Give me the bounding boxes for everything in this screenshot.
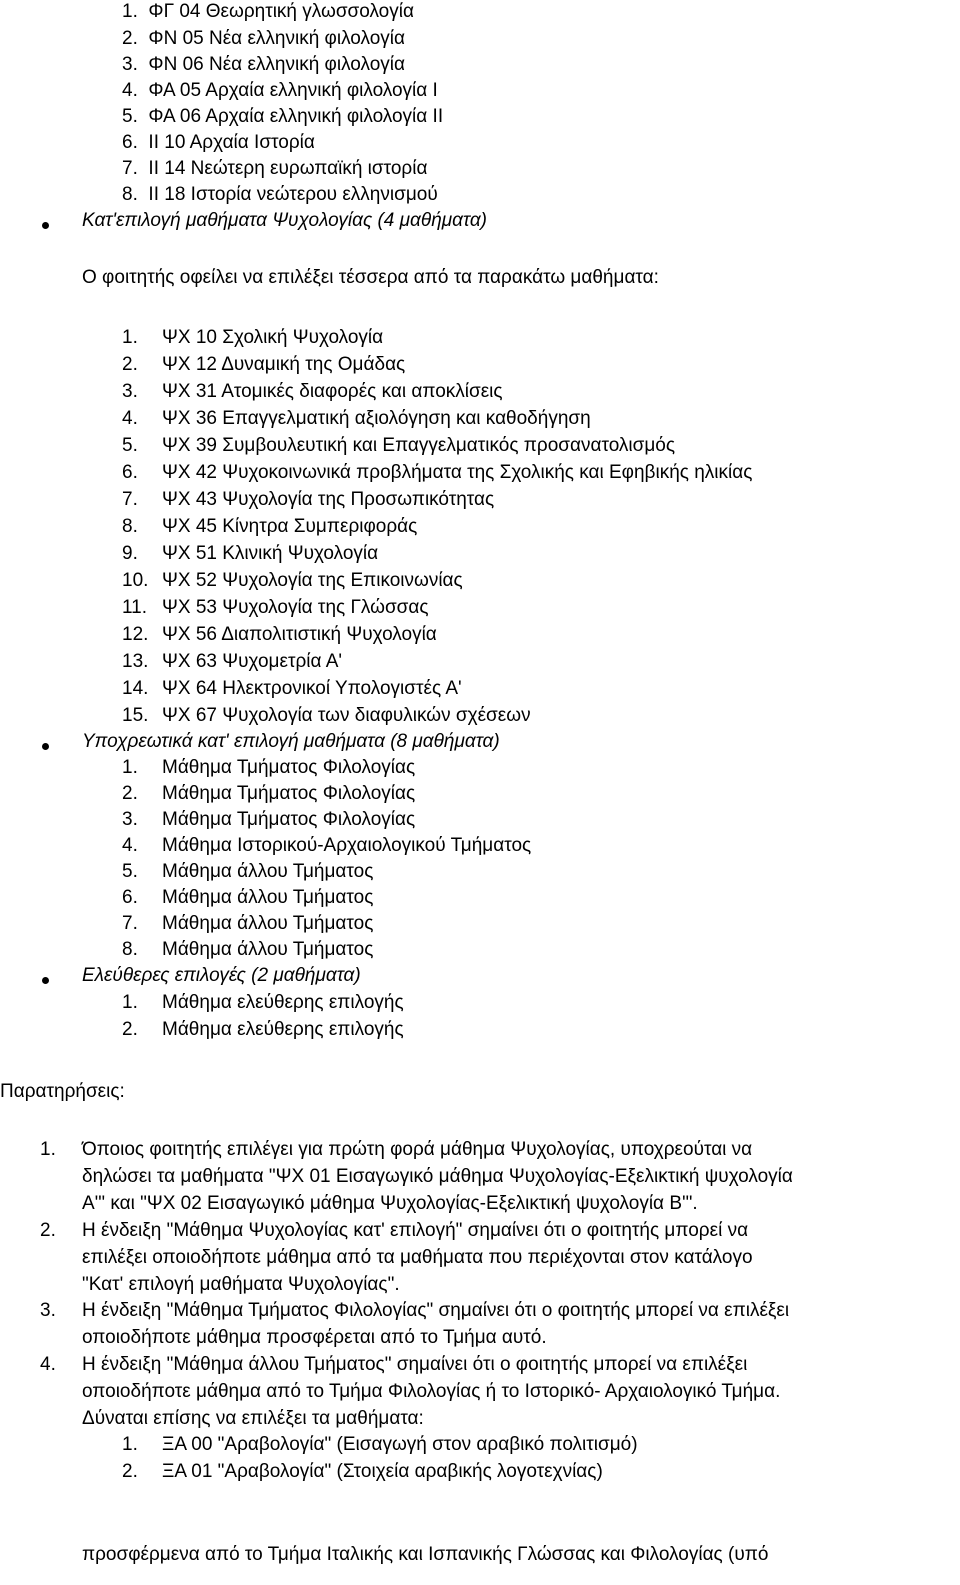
trailing-text: προσφέρμενα από το Τμήμα Ιταλικής και Ισπανικής Γλώσσας και Φιλολογίας (υπό <box>82 1544 769 1565</box>
item-number: 4. <box>122 80 138 101</box>
list-item <box>122 1432 638 1458</box>
list-item <box>122 676 462 702</box>
item-text: ΨΧ 51 Κλινική Ψυχολογία <box>162 543 379 564</box>
item-number: 13. <box>122 651 149 672</box>
item-number: 5. <box>122 861 138 882</box>
item-number: 9. <box>122 543 138 564</box>
item-text: ΨΧ 53 Ψυχολογία της Γλώσσας <box>162 597 429 618</box>
item-number: 6. <box>122 887 138 908</box>
item-text: ΨΧ 52 Ψυχολογία της Επικοινωνίας <box>162 570 463 591</box>
item-text: ΞΑ 00 "Αραβολογία" (Εισαγωγή στον αραβικό πολιτισμό) <box>162 1434 638 1455</box>
item-text: Μάθημα ελεύθερης επιλογής <box>162 992 404 1013</box>
item-text: ΦΑ 05 Αρχαία ελληνική φιλολογία Ι <box>148 80 438 101</box>
item-text: Μάθημα Τμήματος Φιλολογίας <box>162 809 416 830</box>
list-item <box>122 781 415 807</box>
list-item <box>122 130 315 156</box>
list-item <box>122 568 463 594</box>
list-item <box>122 541 378 567</box>
note-number: 3. <box>40 1300 56 1321</box>
list-item <box>122 325 383 351</box>
note-number: 1. <box>40 1139 56 1160</box>
note-line: Η ένδειξη "Μάθημα Ψυχολογίας κατ' επιλογή" σημαίνει ότι ο φοιτητής μπορεί να <box>82 1220 749 1241</box>
item-number: 8. <box>122 516 138 537</box>
item-text: Μάθημα Τμήματος Φιλολογίας <box>162 783 416 804</box>
item-number: 4. <box>122 835 138 856</box>
item-text: ΞΑ 01 "Αραβολογία" (Στοιχεία αραβικής λογοτεχνίας) <box>162 1461 603 1482</box>
item-number: 2. <box>122 1461 138 1482</box>
item-text: Μάθημα άλλου Τμήματος <box>162 939 374 960</box>
item-text: Μάθημα Ιστορικού-Αρχαιολογικού Τμήματος <box>162 835 532 856</box>
note-line: Α'" και "ΨΧ 02 Εισαγωγικό μάθημα Ψυχολογίας-Εξελικτική ψυχολογία Β'". <box>82 1193 698 1214</box>
list-item <box>122 911 373 937</box>
note-line: επιλέξει οποιοδήποτε μάθημα από τα μαθήματα που περιέχονται στον κατάλογο <box>82 1247 753 1268</box>
list-item <box>122 755 415 781</box>
item-number: 2. <box>122 1019 138 1040</box>
list-item <box>122 78 438 104</box>
notes-heading: Παρατηρήσεις: <box>0 1081 125 1102</box>
item-number: 5. <box>122 106 138 127</box>
list-item <box>122 0 414 25</box>
item-text: ΙΙ 18 Ιστορία νεώτερου ελληνισμού <box>148 184 438 205</box>
section-heading-psych: Κατ'επιλογή μαθήματα Ψυχολογίας (4 μαθήματα) <box>82 210 487 231</box>
item-number: 3. <box>122 54 138 75</box>
bullet-icon <box>42 743 49 750</box>
item-number: 1. <box>122 757 138 778</box>
item-number: 2. <box>122 28 138 49</box>
section-intro: Ο φοιτητής οφείλει να επιλέξει τέσσερα από τα παρακάτω μαθήματα: <box>82 267 659 288</box>
item-number: 10. <box>122 570 149 591</box>
list-item <box>122 379 503 405</box>
list-item <box>122 1459 603 1485</box>
bullet-icon <box>42 977 49 984</box>
item-number: 7. <box>122 489 138 510</box>
note-line: Η ένδειξη "Μάθημα άλλου Τμήματος" σημαίνει ότι ο φοιτητής μπορεί να επιλέξει <box>82 1354 748 1375</box>
section-heading-free: Ελεύθερες επιλογές (2 μαθήματα) <box>82 965 361 986</box>
list-item <box>122 182 438 208</box>
item-number: 1. <box>122 992 138 1013</box>
item-number: 6. <box>122 462 138 483</box>
item-number: 6. <box>122 132 138 153</box>
item-text: ΨΧ 10 Σχολική Ψυχολογία <box>162 327 384 348</box>
item-text: ΨΧ 42 Ψυχοκοινωνικά προβλήματα της Σχολικής και Εφηβικής ηλικίας <box>162 462 753 483</box>
note-line: "Κατ' επιλογή μαθήματα Ψυχολογίας". <box>82 1274 400 1295</box>
list-item <box>122 460 752 486</box>
note-line: Η ένδειξη "Μάθημα Τμήματος Φιλολογίας" σημαίνει ότι ο φοιτητής μπορεί να επιλέξει <box>82 1300 790 1321</box>
list-item <box>122 433 675 459</box>
list-item <box>122 859 373 885</box>
item-text: ΨΧ 36 Επαγγελματική αξιολόγηση και καθοδήγηση <box>162 408 591 429</box>
item-number: 7. <box>122 913 138 934</box>
item-text: ΦΑ 06 Αρχαία ελληνική φιλολογία ΙΙ <box>148 106 444 127</box>
item-number: 3. <box>122 809 138 830</box>
item-text: ΨΧ 43 Ψυχολογία της Προσωπικότητας <box>162 489 495 510</box>
list-item <box>122 595 429 621</box>
item-text: Μάθημα άλλου Τμήματος <box>162 887 374 908</box>
list-item <box>122 622 437 648</box>
note-number: 4. <box>40 1354 56 1375</box>
item-text: ΨΧ 56 Διαπολιτιστική Ψυχολογία <box>162 624 437 645</box>
item-text: ΦΓ 04 Θεωρητική γλωσσολογία <box>148 1 414 22</box>
item-number: 4. <box>122 408 138 429</box>
item-text: ΨΧ 67 Ψυχολογία των διαφυλικών σχέσεων <box>162 705 531 726</box>
item-text: ΦΝ 06 Νέα ελληνική φιλολογία <box>148 54 405 75</box>
list-item <box>122 156 427 182</box>
list-item <box>122 833 531 859</box>
item-number: 2. <box>122 783 138 804</box>
list-item <box>122 352 405 378</box>
item-number: 2. <box>122 354 138 375</box>
item-text: ΨΧ 45 Κίνητρα Συμπεριφοράς <box>162 516 418 537</box>
list-item <box>122 26 405 52</box>
item-text: ΦΝ 05 Νέα ελληνική φιλολογία <box>148 28 405 49</box>
item-text: Μάθημα Τμήματος Φιλολογίας <box>162 757 416 778</box>
note-line: Όποιος φοιτητής επιλέγει για πρώτη φορά μάθημα Ψυχολογίας, υποχρεούται να <box>82 1139 753 1160</box>
list-item <box>122 514 417 540</box>
bullet-icon <box>42 222 49 229</box>
note-line: δηλώσει τα μαθήματα "ΨΧ 01 Εισαγωγικό μάθημα Ψυχολογίας-Εξελικτική ψυχολογία <box>82 1166 793 1187</box>
list-item <box>122 649 342 675</box>
item-number: 15. <box>122 705 149 726</box>
item-number: 3. <box>122 381 138 402</box>
item-number: 8. <box>122 184 138 205</box>
item-number: 12. <box>122 624 149 645</box>
item-text: ΨΧ 64 Ηλεκτρονικοί Υπολογιστές Α' <box>162 678 462 699</box>
item-number: 5. <box>122 435 138 456</box>
item-number: 11. <box>122 597 148 618</box>
item-text: ΙΙ 14 Νεώτερη ευρωπαϊκή ιστορία <box>148 158 428 179</box>
note-line: οποιοδήποτε μάθημα από το Τμήμα Φιλολογίας ή το Ιστορικό- Αρχαιολογικό Τμήμα. <box>82 1381 781 1402</box>
item-text: ΨΧ 63 Ψυχομετρία Α' <box>162 651 342 672</box>
note-line: Δύναται επίσης να επιλέξει τα μαθήματα: <box>82 1408 424 1429</box>
list-item <box>122 885 373 911</box>
item-number: 1. <box>122 1 138 22</box>
list-item <box>122 703 531 729</box>
item-text: ΨΧ 31 Ατομικές διαφορές και αποκλίσεις <box>162 381 503 402</box>
list-item <box>122 990 404 1016</box>
list-item <box>122 807 415 833</box>
list-item <box>122 487 494 513</box>
item-number: 14. <box>122 678 149 699</box>
note-line: οποιοδήποτε μάθημα προσφέρεται από το Τμήμα αυτό. <box>82 1327 547 1348</box>
list-item <box>122 1017 404 1043</box>
list-item <box>122 104 443 130</box>
list-item <box>122 406 591 432</box>
item-text: Μάθημα άλλου Τμήματος <box>162 861 374 882</box>
list-item <box>122 52 405 78</box>
section-heading-required: Υποχρεωτικά κατ' επιλογή μαθήματα (8 μαθήματα) <box>82 731 500 752</box>
item-number: 7. <box>122 158 138 179</box>
item-text: Μάθημα ελεύθερης επιλογής <box>162 1019 404 1040</box>
item-number: 1. <box>122 1434 138 1455</box>
item-number: 1. <box>122 327 138 348</box>
item-text: Μάθημα άλλου Τμήματος <box>162 913 374 934</box>
item-text: ΨΧ 12 Δυναμική της Ομάδας <box>162 354 406 375</box>
item-text: ΙΙ 10 Αρχαία Ιστορία <box>148 132 315 153</box>
note-number: 2. <box>40 1220 56 1241</box>
item-number: 8. <box>122 939 138 960</box>
item-text: ΨΧ 39 Συμβουλευτική και Επαγγελματικός προσανατολισμός <box>162 435 676 456</box>
list-item <box>122 937 373 963</box>
